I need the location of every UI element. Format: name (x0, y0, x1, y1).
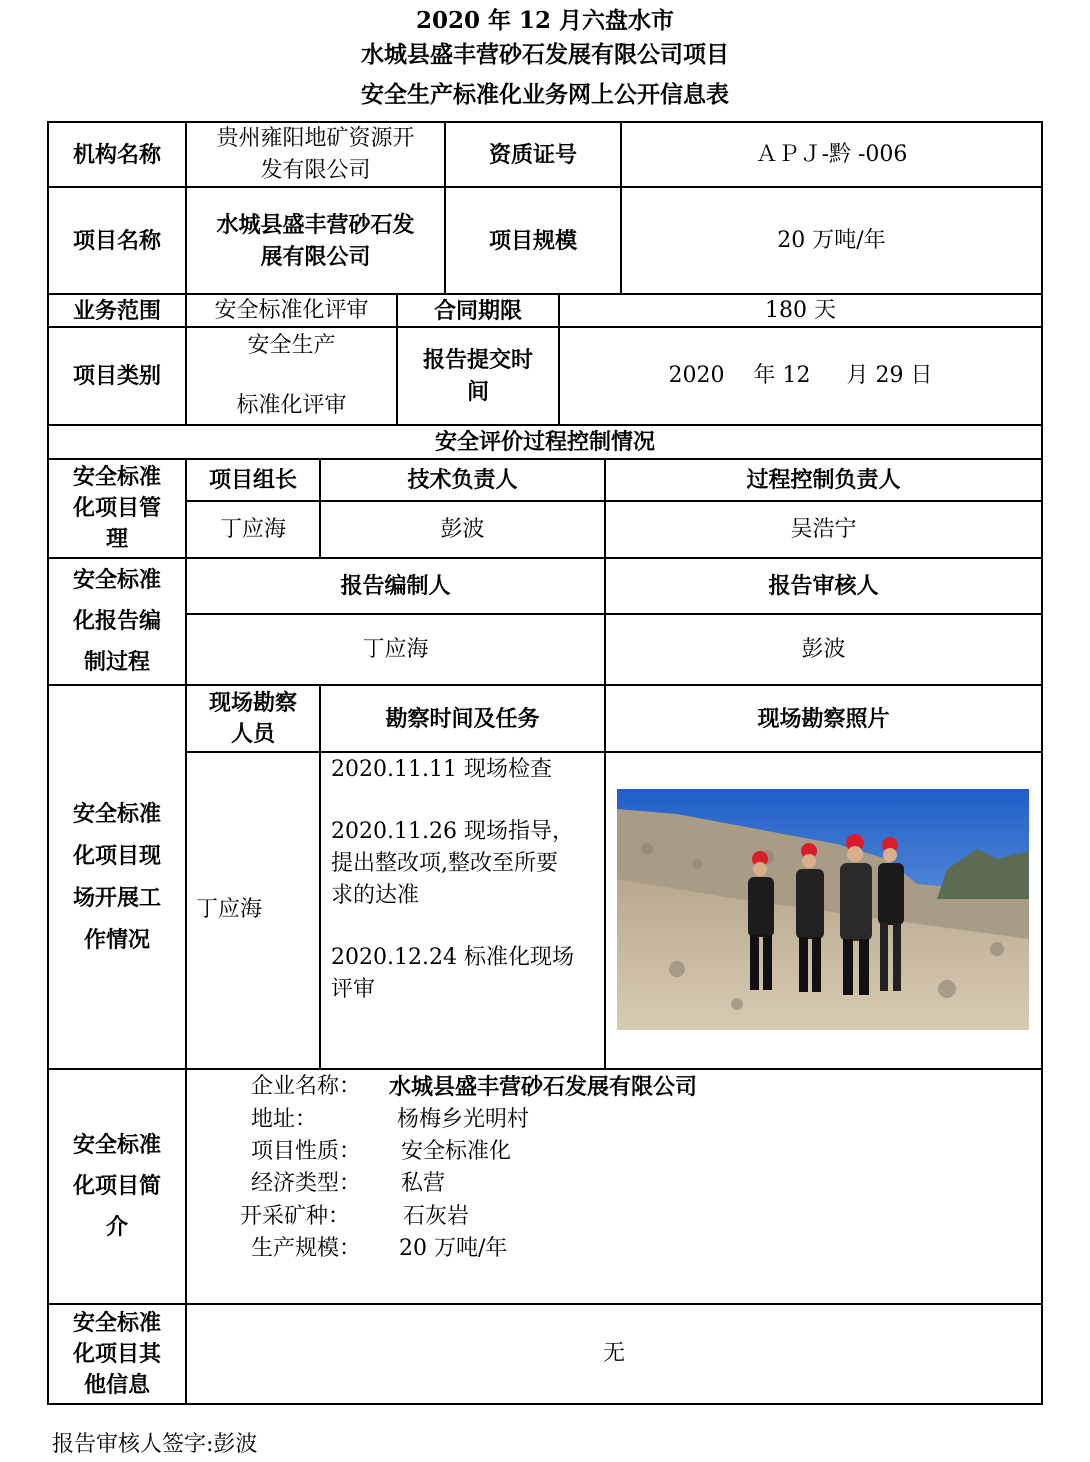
intro-scale-key: 生产规模： (251, 1236, 362, 1261)
task-1: 2020.11.11 现场检查 (331, 757, 552, 782)
tech-label: 技术负责人 (407, 467, 518, 493)
mgmt-label-line-2: 化项目管 (72, 495, 161, 521)
cert-value: ＡＰＪ-黔 -006 (755, 141, 908, 167)
ctrl-value: 吴浩宁 (790, 516, 857, 542)
intro-scale-value: 20 万吨/年 (399, 1236, 508, 1261)
tech-value: 彭波 (440, 516, 485, 542)
title-line-3: 安全生产标准化业务网上公开信息表 (361, 81, 729, 108)
leader-label: 项目组长 (208, 467, 297, 493)
org-value-line-1: 贵州雍阳地矿资源开 (216, 125, 415, 151)
other-label-line-2: 化项目其 (72, 1340, 161, 1367)
intro-mineral-key: 开采矿种： (240, 1204, 351, 1229)
intro-mineral-value: 石灰岩 (403, 1204, 470, 1229)
process-header: 安全评价过程控制情况 (434, 429, 655, 455)
scope-label: 业务范围 (72, 297, 161, 324)
project-value-line-2: 展有限公司 (260, 243, 371, 270)
task-2-line-3: 求的达准 (331, 883, 420, 908)
mgmt-label (49, 460, 185, 557)
intro-label-line-1: 安全标准 (72, 1132, 161, 1158)
submit-label (398, 328, 558, 424)
report-label (49, 559, 185, 684)
scale-value: 20 万吨/年 (777, 227, 886, 253)
title-line-2: 水城县盛丰营砂石发展有限公司项目 (361, 41, 729, 68)
reviewer-signature: 报告审核人签字:彭波 (52, 1432, 258, 1457)
site-label-line-4: 作情况 (83, 927, 150, 953)
category-value-line-1: 安全生产 (247, 333, 336, 358)
intro-address-key: 地址： (251, 1107, 318, 1132)
task-3-line-1: 2020.12.24 标准化现场 (331, 945, 574, 970)
intro-economy-value: 私营 (401, 1171, 446, 1196)
staff-label (187, 686, 319, 751)
leader-value: 丁应海 (219, 516, 286, 542)
author-label: 报告编制人 (340, 573, 451, 599)
site-label-line-1: 安全标准 (72, 801, 161, 827)
org-value (187, 123, 444, 186)
report-label-line-3: 制过程 (83, 649, 150, 675)
task-3-line-2: 评审 (331, 977, 376, 1002)
report-label-line-1: 安全标准 (72, 567, 161, 593)
period-value: 180 天 (765, 297, 836, 323)
time-label: 勘察时间及任务 (385, 705, 540, 732)
task-2-line-2: 提出整改项,整改至所要 (331, 851, 558, 876)
project-value-line-1: 水城县盛丰营砂石发 (216, 211, 415, 238)
staff-label-line-2: 人员 (230, 720, 275, 747)
other-value: 无 (602, 1341, 625, 1366)
other-label-line-3: 他信息 (83, 1371, 150, 1398)
category-value (187, 328, 396, 424)
category-value-line-2: 标准化评审 (236, 393, 347, 418)
report-label-line-2: 化报告编 (72, 608, 161, 634)
intro-company-value: 水城县盛丰营砂石发展有限公司 (389, 1074, 698, 1100)
title-line-1: 2020 年 12 月六盘水市 (415, 7, 675, 34)
scope-value: 安全标准化评审 (214, 297, 369, 323)
intro-nature-value: 安全标准化 (401, 1139, 512, 1164)
site-label-line-2: 化项目现 (72, 843, 161, 869)
cert-label: 资质证号 (488, 141, 577, 168)
scale-label: 项目规模 (488, 227, 577, 254)
intro-economy-key: 经济类型： (251, 1171, 362, 1196)
ctrl-label: 过程控制负责人 (746, 467, 901, 493)
submit-label-line-1: 报告提交时 (422, 347, 533, 373)
mgmt-label-line-3: 理 (105, 526, 128, 552)
project-label: 项目名称 (72, 227, 161, 254)
staff-value: 丁应海 (196, 897, 263, 922)
period-label: 合同期限 (433, 297, 522, 324)
project-value (187, 188, 444, 293)
intro-company-key: 企业名称： (251, 1074, 362, 1099)
photo-label: 现场勘察照片 (757, 705, 890, 732)
other-label-line-1: 安全标准 (72, 1309, 161, 1336)
task-2-line-1: 2020.11.26 现场指导， (331, 819, 574, 844)
intro-label-line-3: 介 (105, 1214, 128, 1240)
author-value: 丁应海 (362, 636, 429, 662)
org-value-line-2: 发有限公司 (260, 157, 371, 183)
other-label (49, 1305, 185, 1403)
site-label (49, 686, 185, 1068)
staff-label-line-1: 现场勘察 (208, 689, 297, 716)
intro-address-value: 杨梅乡光明村 (397, 1107, 530, 1132)
org-label: 机构名称 (72, 141, 161, 168)
intro-label-line-2: 化项目简 (72, 1173, 161, 1199)
intro-label (49, 1070, 185, 1303)
submit-value: 2020 年 12 月 29 日 (668, 363, 933, 388)
site-label-line-3: 场开展工 (72, 885, 161, 911)
site-photo-image (617, 789, 1029, 1030)
reviewer-value: 彭波 (801, 636, 846, 662)
category-label: 项目类别 (72, 363, 161, 389)
submit-label-line-2: 间 (466, 379, 489, 405)
intro-nature-key: 项目性质： (251, 1139, 362, 1164)
mgmt-label-line-1: 安全标准 (72, 464, 161, 490)
site-photo (617, 789, 1029, 1030)
reviewer-label: 报告审核人 (768, 573, 879, 599)
